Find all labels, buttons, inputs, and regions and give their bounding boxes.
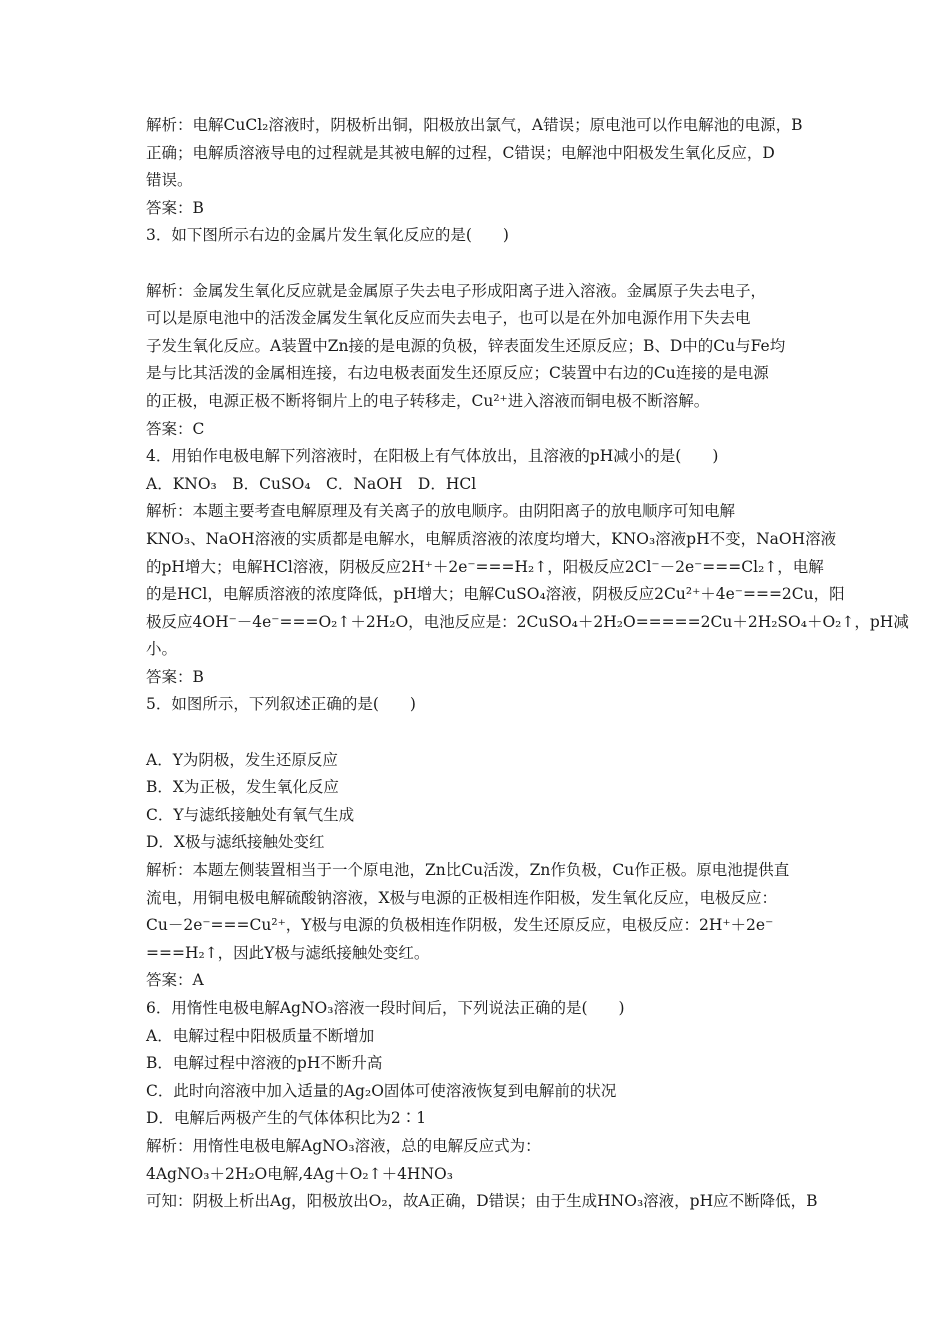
blank-line [146,250,818,278]
text-line: A．电解过程中阳极质量不断增加 [146,1026,375,1045]
text-line: 4AgNO₃＋2H₂O电解,4Ag＋O₂↑＋4HNO₃ [146,1164,453,1183]
text-line: KNO₃、NaOH溶液的实质都是电解水，电解质溶液的浓度均增大，KNO₃溶液pH不变，NaOH溶液 [146,529,837,548]
text-line: 答案：C [146,419,205,438]
text-line: D．电解后两极产生的气体体积比为2∶1 [146,1109,427,1128]
text-line: 的pH增大；电解HCl溶液，阴极反应2H⁺＋2e⁻===H₂↑，阳极反应2Cl⁻－2e⁻===Cl₂↑，电解 [146,557,824,576]
text-line: C．Y与滤纸接触处有氧气生成 [146,805,355,824]
text-line: B．电解过程中溶液的pH不断升高 [146,1054,383,1073]
text-line: 答案：B [146,198,204,217]
document-lines [146,112,909,1216]
text-line: 解析：金属发生氧化反应就是金属原子失去电子形成阳离子进入溶液。金属原子失去电子， [146,281,767,300]
text-line: 极反应4OH⁻－4e⁻===O₂↑＋2H₂O，电池反应是：2CuSO₄＋2H₂O=====2Cu＋2H₂SO₄＋O₂↑，pH减 [146,612,909,631]
text-line: 6．用惰性电极电解AgNO₃溶液一段时间后，下列说法正确的是( ) [146,999,625,1017]
text-line: 解析：本题主要考查电解原理及有关离子的放电顺序。由阴阳离子的放电顺序可知电解 [146,502,736,521]
text-line: 解析：电解CuCl₂溶液时，阴极析出铜，阳极放出氯气，A错误；原电池可以作电解池的电源，B [146,116,803,134]
text-line: D．X极与滤纸接触处变红 [146,833,325,852]
text-line: 错误。 [146,171,193,190]
text-line: A．Y为阴极，发生还原反应 [146,750,338,769]
text-line: 3．如下图所示右边的金属片发生氧化反应的是( ) [146,226,509,245]
text-line: 可以是原电池中的活泼金属发生氧化反应而失去电子，也可以是在外加电源作用下失去电 [146,309,751,328]
text-line: 可知：阴极上析出Ag，阳极放出O₂，故A正确，D错误；由于生成HNO₃溶液，pH应不断降低，B [146,1192,818,1211]
text-line: 的是HCl，电解质溶液的浓度降低，pH增大；电解CuSO₄溶液，阴极反应2Cu²⁺＋4e⁻===2Cu，阳 [146,585,845,604]
text-line: 答案：B [146,667,204,686]
blank-line [146,719,818,747]
text-line: C．此时向溶液中加入适量的Ag₂O固体可使溶液恢复到电解前的状况 [146,1081,617,1100]
text-line: 解析：用惰性电极电解AgNO₃溶液，总的电解反应式为： [146,1136,541,1155]
text-line: ===H₂↑，因此Y极与滤纸接触处变红。 [146,943,430,962]
text-line: 小。 [146,640,178,659]
text-line: 是与比其活泼的金属相连接，右边电极表面发生还原反应；C装置中右边的Cu连接的是电源 [146,364,769,383]
text-line: A．KNO₃ B．CuSO₄ C．NaOH D．HCl [146,474,477,493]
text-line: 正确；电解质溶液导电的过程就是其被电解的过程，C错误；电解池中阳极发生氧化反应，D [146,143,775,162]
text-line: B．X为正极，发生氧化反应 [146,778,339,797]
text-line: 的正极，电源正极不断将铜片上的电子转移走，Cu²⁺进入溶液而铜电极不断溶解。 [146,391,710,410]
text-line: Cu－2e⁻===Cu²⁺，Y极与电源的负极相连作阴极，发生还原反应，电极反应：2H⁺＋2e⁻ [146,916,774,935]
text-line: 答案：A [146,971,204,990]
document-page [146,112,909,1216]
text-line: 解析：本题左侧装置相当于一个原电池，Zn比Cu活泼，Zn作负极，Cu作正极。原电池提供直 [146,861,790,880]
text-line: 子发生氧化反应。A装置中Zn接的是电源的负极，锌表面发生还原反应；B、D中的Cu与Fe均 [146,336,786,355]
text-line: 4．用铂作电极电解下列溶液时，在阳极上有气体放出，且溶液的pH减小的是( ) [146,447,719,466]
text-line: 流电，用铜电极电解硫酸钠溶液，X极与电源的正极相连作阳极，发生氧化反应，电极反应： [146,888,778,907]
text-line: 5．如图所示，下列叙述正确的是( ) [146,695,416,714]
